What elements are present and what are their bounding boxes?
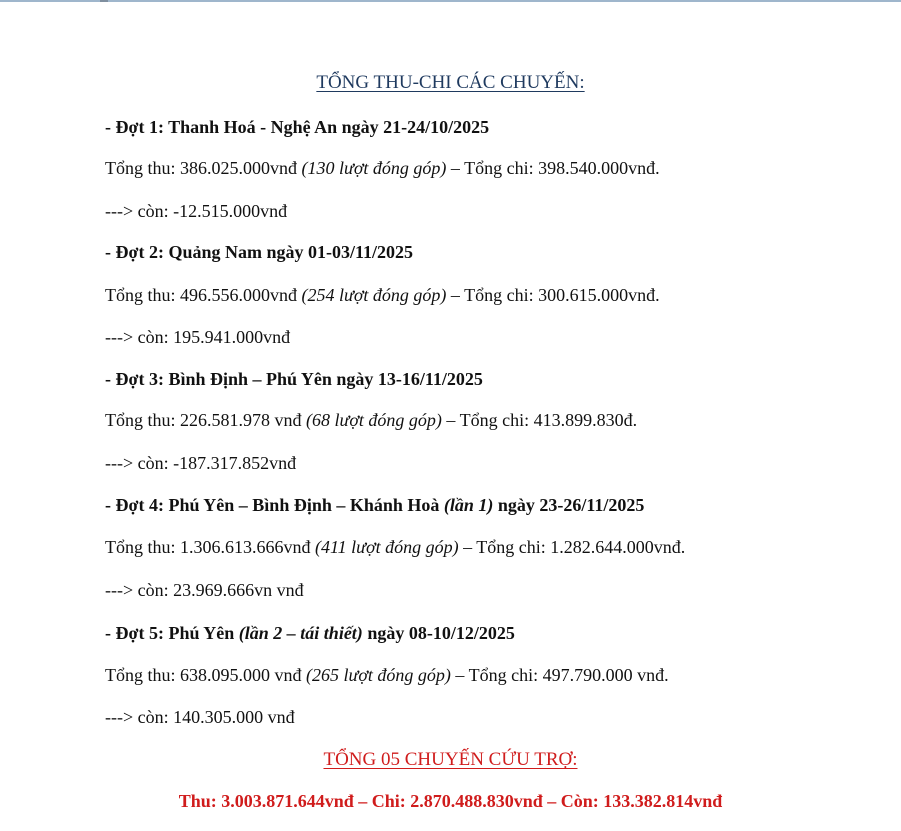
round-2-title: - Đợt 2: Quảng Nam ngày 01-03/11/2025: [105, 242, 413, 262]
summary-totals: Thu: 3.003.871.644vnđ – Chi: 2.870.488.830vnđ – Còn: 133.382.814vnđ: [178, 791, 723, 811]
round-3-balance: ---> còn: -187.317.852vnđ: [105, 453, 297, 473]
round-4-income: Tổng thu: 1.306.613.666vnđ: [105, 537, 315, 557]
round-1-contributions: (130 lượt đóng góp): [301, 158, 447, 178]
round-1-balance: ---> còn: -12.515.000vnđ: [105, 201, 288, 221]
round-2-balance: ---> còn: 195.941.000vnđ: [105, 327, 291, 347]
round-4-income-line: [105, 535, 685, 559]
round-5-title-note: (lần 2 – tái thiết): [238, 623, 363, 643]
round-1-title: - Đợt 1: Thanh Hoá - Nghệ An ngày 21-24/10/2025: [105, 117, 490, 137]
round-5-title: [105, 621, 515, 645]
round-4-title-date: ngày 23-26/11/2025: [493, 495, 645, 515]
round-5-income-line: [105, 663, 669, 687]
round-3-title: - Đợt 3: Bình Định – Phú Yên ngày 13-16/11/2025: [105, 369, 483, 389]
round-5-title-text: - Đợt 5: Phú Yên: [105, 623, 239, 643]
round-3-expense: – Tổng chi: 413.899.830đ.: [441, 410, 638, 430]
round-3-income-line: [105, 408, 637, 432]
round-5-contributions: (265 lượt đóng góp): [306, 665, 451, 685]
round-2-expense: – Tổng chi: 300.615.000vnđ.: [446, 285, 660, 305]
page-title: TỔNG THU-CHI CÁC CHUYẾN:: [316, 72, 585, 93]
round-4-expense: – Tổng chi: 1.282.644.000vnđ.: [458, 537, 686, 557]
round-4-title: [105, 493, 644, 517]
round-4-title-text: - Đợt 4: Phú Yên – Bình Định – Khánh Hoà: [105, 495, 444, 515]
round-5-title-date: ngày 08-10/12/2025: [362, 623, 515, 643]
round-1-income: Tổng thu: 386.025.000vnđ: [105, 158, 302, 178]
round-5-balance: ---> còn: 140.305.000 vnđ: [105, 707, 295, 727]
round-1-expense: – Tổng chi: 398.540.000vnđ.: [446, 158, 660, 178]
round-5-income: Tổng thu: 638.095.000 vnđ: [105, 665, 306, 685]
round-2-income-line: [105, 283, 660, 307]
round-2-income: Tổng thu: 496.556.000vnđ: [105, 285, 302, 305]
round-4-contributions: (411 lượt đóng góp): [315, 537, 459, 557]
round-4-balance: ---> còn: 23.969.666vn vnđ: [105, 580, 304, 600]
round-4-title-note: (lần 1): [443, 495, 494, 515]
round-3-contributions: (68 lượt đóng góp): [306, 410, 442, 430]
round-3-income: Tổng thu: 226.581.978 vnđ: [105, 410, 306, 430]
summary-heading: TỔNG 05 CHUYẾN CỨU TRỢ:: [323, 749, 578, 770]
round-5-expense: – Tổng chi: 497.790.000 vnđ.: [450, 665, 669, 685]
round-2-contributions: (254 lượt đóng góp): [301, 285, 447, 305]
round-1-income-line: [105, 156, 660, 180]
